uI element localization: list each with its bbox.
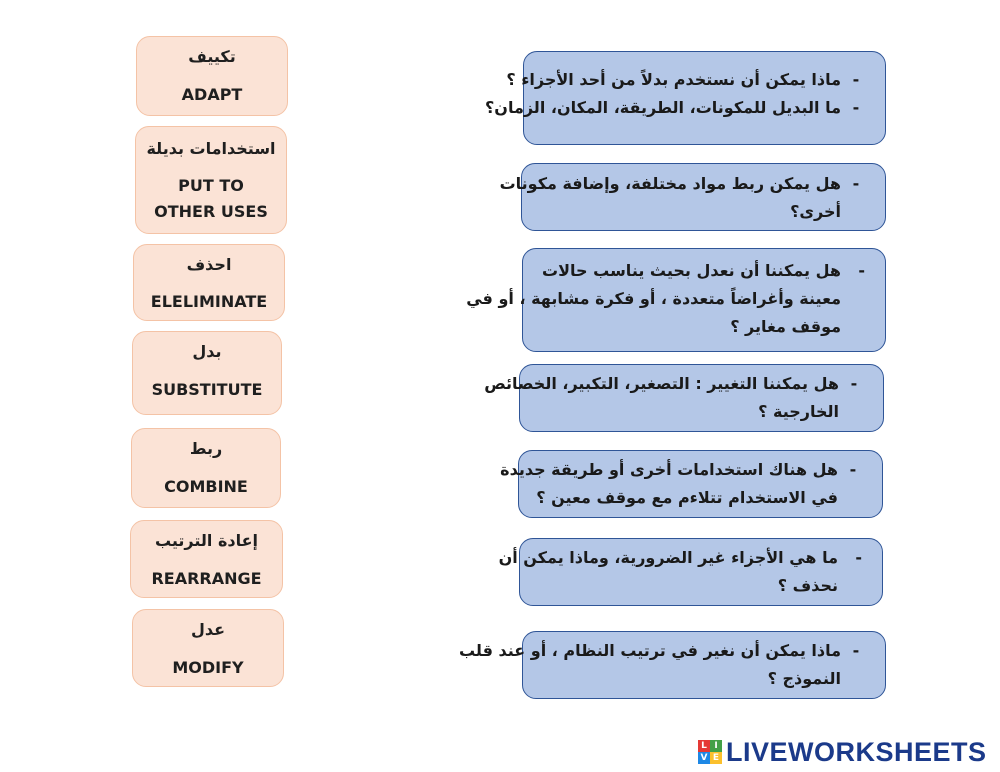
term-card-put-to-other-uses[interactable] [135,126,287,234]
dash-bullet: - [852,174,860,193]
question-card-2[interactable] [499,163,886,231]
term-arabic: عدل [190,620,226,639]
question-line: -ماذا يمكن أن نستخدم بدلاً من أحد الأجزاء ؟ [554,66,865,94]
dash-bullet: - [849,460,857,479]
term-card-combine[interactable] [131,428,281,508]
dash-bullet: - [855,548,862,567]
question-card-5[interactable] [500,450,883,518]
term-arabic: استخدامات بديلة [146,139,276,158]
term-english: ELELIMINATE [150,292,268,311]
question-card-6[interactable] [498,538,883,606]
dash-bullet: - [850,374,858,393]
question-line: أخرى؟ [790,202,841,221]
term-arabic: احذف [186,255,232,274]
liveworksheets-logo-icon: L I V E [698,740,722,764]
question-line: نحذف ؟ [777,576,838,595]
term-english-line-2: OTHER USES [154,202,268,221]
term-english: SUBSTITUTE [151,380,263,399]
question-line: -هل يمكننا أن نعدل بحيث يناسب حالات [553,257,865,285]
question-card-1[interactable] [485,51,886,145]
question-card-3[interactable] [466,248,886,352]
term-arabic: تكييف [188,47,236,66]
question-card-4[interactable] [484,364,884,432]
term-english: COMBINE [164,477,248,496]
term-card-adapt[interactable] [136,36,288,116]
term-english: MODIFY [172,658,244,677]
term-card-eliminate[interactable] [133,244,285,321]
question-line: في الاستخدام تتلاءم مع موقف معين ؟ [536,488,838,507]
question-line: -ما هي الأجزاء غير الضرورية، وماذا يمكن أن [550,544,862,572]
brand-wordmark: LIVEWORKSHEETS [726,736,987,767]
term-arabic: بدل [192,342,222,361]
question-line: معينة وأغراضاً متعددة ، أو فكرة مشابهة ، أو في [466,289,841,308]
term-card-substitute[interactable] [132,331,282,415]
liveworksheets-brand[interactable] [698,736,987,768]
term-arabic: ربط [189,439,223,458]
question-line: الخارجية ؟ [758,402,839,421]
question-line: -هل يمكننا التغيير : التصغير، التكبير، الخصائص [550,370,863,398]
term-english: REARRANGE [151,569,262,588]
question-card-7[interactable] [458,631,886,699]
dash-bullet: - [852,70,860,89]
question-line: موقف مغاير ؟ [730,317,841,336]
term-card-modify[interactable] [132,609,284,687]
question-line: -هل يمكن ربط مواد مختلفة، وإضافة مكونات [552,170,865,198]
question-line: النموذج ؟ [767,669,841,688]
term-arabic: إعادة الترتيب [154,531,259,550]
dash-bullet: - [858,261,865,280]
question-line: -ماذا يمكن أن نغير في ترتيب النظام ، أو عند قلب [553,637,865,665]
question-line: -ما البديل للمكونات، الطريقة، المكان، الزمان؟ [554,94,865,122]
term-english-line-1: PUT TO [178,176,244,195]
dash-bullet: - [852,98,860,117]
term-card-rearrange[interactable] [130,520,283,598]
question-line: -هل هناك استخدامات أخرى أو طريقة جديدة [549,456,862,484]
dash-bullet: - [852,641,860,660]
term-english: ADAPT [181,85,243,104]
